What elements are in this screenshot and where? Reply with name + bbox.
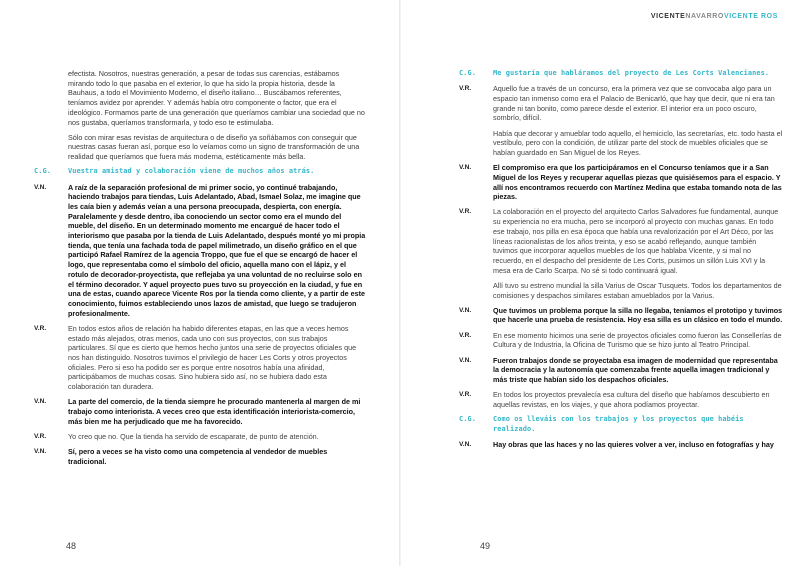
answer-text: Sí, pero a veces se ha visto como una competencia al vendedor de muebles tradicional. <box>68 447 328 466</box>
speaker-tag: V.R. <box>459 391 472 399</box>
dialogue-block <box>459 331 783 350</box>
dialogue-block <box>459 163 783 202</box>
question-text: Vuestra amistad y colaboración viene de muchos años atrás. <box>68 167 315 176</box>
header-name-1: VICENTE <box>650 13 686 20</box>
dialogue-block <box>459 356 783 385</box>
dialogue-block <box>34 69 367 127</box>
dialogue-block <box>34 167 367 177</box>
speaker-tag: C.G. <box>34 167 51 176</box>
answer-text: En todos los proyectos prevalecía esa cultura del diseño que habíamos descubierto en aquellas revistas, en los viajes, y que ahora podíamos proyectar. <box>493 390 770 409</box>
running-header <box>651 13 778 20</box>
page-gutter <box>399 0 401 566</box>
answer-text: Fueron trabajos donde se proyectaba esa imagen de modernidad que representaba la democracia y la autonomía que comenzaba frente aquella imagen tradicional y más triste que habían sido los despachos oficiales. <box>493 355 778 384</box>
dialogue-block <box>34 133 367 162</box>
speaker-tag: V.R. <box>459 208 472 216</box>
speaker-tag: V.N. <box>34 183 47 191</box>
speaker-tag: V.N. <box>34 448 47 456</box>
header-name-3: VICENTE ROS <box>723 13 778 20</box>
speaker-tag: V.R. <box>34 324 47 332</box>
speaker-tag: V.R. <box>459 85 472 93</box>
answer-text: efectista. Nosotros, nuestras generación, a pesar de todas sus carencias, estábamos mirando todo lo que pasaba en el exterior, lo que ha sido la propia historia, desde la Bauhaus, a todo el Movimiento Moderno, el diseño italiano… Buscábamos referentes, teníamos avidez por aprender. Y además había otro componente o factor, que era el ideológico. Formamos parte de una generación que queríamos cambiar una sociedad que no nos gustaba, queríamos transformarla, y todo eso te estimulaba. <box>68 69 365 127</box>
answer-text: Yo creo que no. Que la tienda ha servido de escaparate, de punto de atención. <box>68 431 319 441</box>
page-number-right: 49 <box>480 541 491 551</box>
answer-text: En todos estos años de relación ha habido diferentes etapas, en las que a veces hemos estado más alejados, otras menos, cada uno con sus proyectos, con sus trabajos particulares. Sí que es cierto que hemos hecho juntos una serie de proyectos oficiales que nos han distinguido. Nosotros tuvimos el privilegio de hacer Les Corts y otros proyectos oficiales. Pero si eso ha podido ser es porque entre nosotros había una afinidad, participábamos de muchas cosas. Sino hubiera sido así, no se hubiera dado esta colaboración tan duradera. <box>68 323 357 392</box>
dialogue-block <box>459 281 783 300</box>
answer-text: Aquello fue a través de un concurso, era la primera vez que se convocaba algo para un espacio tan inmenso como era el Palacio de Benicarló, que hay que decir, que ni era tan grande ni tan bonito, como parece desde el exterior. El interior era un poco oscuro, sombrío, difícil. <box>493 84 775 123</box>
answer-text: La parte del comercio, de la tienda siempre he procurado mantenerla al margen de mi trabajo como interiorista. A veces creo que esta identificación interiorista-comercio, más bien me ha perjudicado que me ha favorecido. <box>68 397 361 426</box>
answer-text: Sólo con mirar esas revistas de arquitectura o de diseño ya soñábamos con conseguir que nuestras casas fueran así, porque eso lo veíamos como un signo de transformación de una realidad que queríamos que fuera más moderna, estéticamente más bella. <box>68 132 360 162</box>
dialogue-block <box>34 324 367 392</box>
dialogue-block <box>459 84 783 123</box>
dialogue-block <box>459 390 783 409</box>
dialogue-block <box>34 447 367 466</box>
answer-text: En ese momento hicimos una serie de proyectos oficiales como fueron las Consellerías de Cultura y de Industria, la Oficina de Turismo que se hizo junto al Teatro Principal. <box>493 330 782 350</box>
dialogue-block <box>459 415 783 434</box>
dialogue-block <box>34 183 367 319</box>
dialogue-block <box>459 69 783 79</box>
speaker-tag: V.N. <box>459 441 472 448</box>
speaker-tag: V.N. <box>459 356 472 364</box>
speaker-tag: V.N. <box>459 164 472 172</box>
right-page-column <box>459 69 783 455</box>
answer-text: El compromiso era que los participáramos en el Concurso teníamos que ir a San Miguel de los Reyes y recuperar aquellas piezas que quisiésemos para el espacio. Y allí nos encontramos recuerdo con Martínez Medina que estaba tomando nota de las piezas. <box>493 163 782 202</box>
speaker-tag: V.N. <box>34 398 47 406</box>
header-name-2: NAVARRO <box>685 13 724 20</box>
speaker-tag: V.N. <box>459 306 472 314</box>
dialogue-block <box>459 207 783 275</box>
dialogue-block <box>34 432 367 442</box>
speaker-tag: V.R. <box>459 331 472 339</box>
dialogue-block <box>459 129 783 158</box>
speaker-tag: C.G. <box>459 69 476 77</box>
answer-text: La colaboración en el proyecto del arquitecto Carlos Salvadores fue fundamental, aunque su experiencia no era mucha, pero se incorporó al proyecto con muchas ganas. En todo ese trabajo, nos pilla en esa época que había una revalorización por el Art Déco, por las líneas racionalistas de los años treinta, y eso se acabó reflejando, aunque también tuvimos que incorporar aquellos muebles de los que hablaba Vicente, y si mal no recuerdo, en el despacho del presidente de Les Corts, pusimos un sillón Luis XVI y la mesa era de Carlo Scarpa. No sé si todo continuará igual. <box>493 207 779 275</box>
speaker-tag: C.G. <box>459 415 476 424</box>
answer-text: A raíz de la separación profesional de mi primer socio, yo continué trabajando, haciendo trabajos para tiendas, Luis Adelantado, Abad, Ismael Solaz, me imagine que les caía bien y además veían a una persona preocupada, despierta, con energía. Paralelamente y desde dentro, iba conociendo un sector como era el mundo del mueble, del diseño. En un determinado momento me encargué de hacer todo el interiorismo que pasaba por la tienda de Luis Adelantado, después monté yo mi propia tienda, que tenía una fachada toda de papel milimetrado, un diseño gráfico en el que participó Rafael Ramírez de la agencia Troppo, que fue el que se encargó de hacer el logo, que representaba como el símbolo del oficio, aquella mano con el lápiz, y el rotulo de decorador-proyectista, que reflejaba ya una voluntad de no recluirse solo en el término decorador. Y aquel proyecto pues tuvo su proyección en la ciudad, y fue en una de estas, cuando aparece Vicente Ros por la tienda como cliente, y a partir de este conocimiento, fuimos estableciendo unos lazos de amistad, que luego se tradujeron profesionalmente. <box>68 182 366 318</box>
question-text: Me gustaría que habláramos del proyecto de Les Corts Valencianes. <box>493 69 770 77</box>
answer-text: Había que decorar y amueblar todo aquello, el hemiciclo, las secretarías, etc. todo hasta el vestíbulo, pero con la condición, de utilizar parte del stock de muebles oficiales que se habían guardado en San Miguel de los Reyes. <box>493 128 783 157</box>
answer-text: Que tuvimos un problema porque la silla no llegaba, teníamos el prototipo y tuvimos que hacerle una prueba de resistencia. Hoy esa silla es un clásico en todo el mundo. <box>493 305 783 325</box>
page-number-left: 48 <box>66 541 77 551</box>
dialogue-block <box>459 440 783 450</box>
dialogue-block <box>459 306 783 325</box>
answer-text: Allí tuvo su estreno mundial la silla Varius de Oscar Tusquets. Todos los departamentos de comisiones y despachos similares estaban amueblados por la Varius. <box>493 280 782 300</box>
question-text: Como os lleváis con los trabajos y los proyectos que habéis realizado. <box>493 415 744 433</box>
left-page-column <box>34 69 367 472</box>
dialogue-block <box>34 397 367 426</box>
speaker-tag: V.R. <box>34 432 47 440</box>
answer-text: Hay obras que las haces y no las quieres volver a ver, incluso en fotografías y hay <box>493 440 774 449</box>
